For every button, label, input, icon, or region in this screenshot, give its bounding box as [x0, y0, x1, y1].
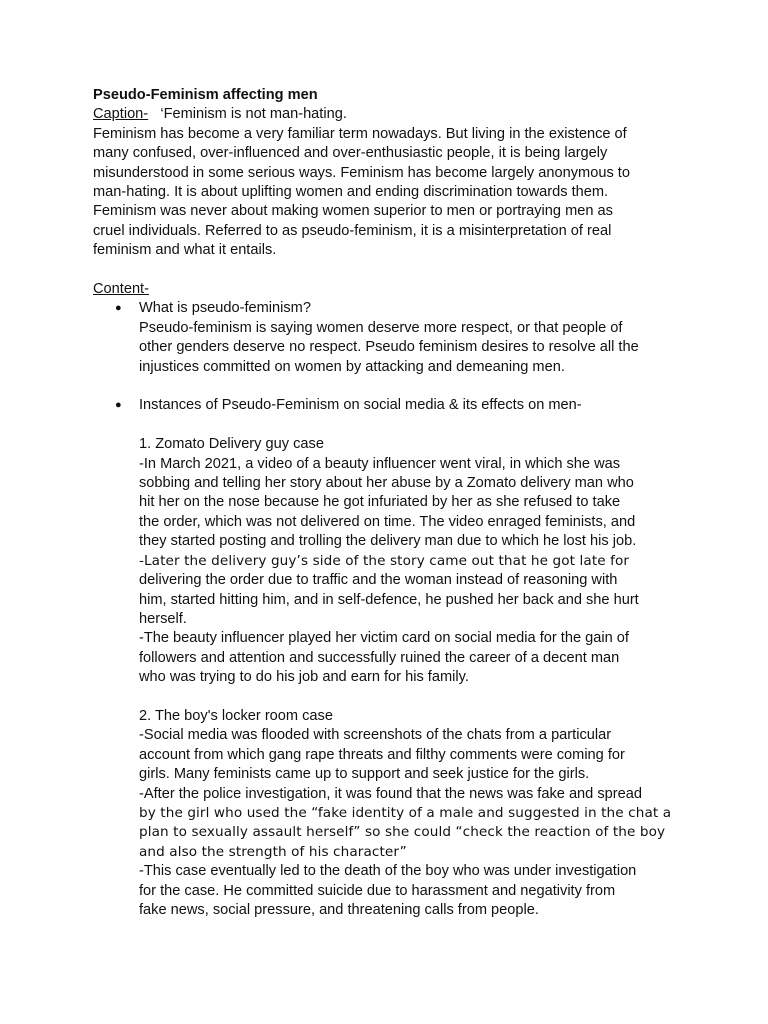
bullet-heading-text: What is pseudo-feminism? — [139, 300, 311, 317]
intro-line: man-hating. It is about uplifting women and ending discrimination towards them. — [93, 184, 609, 201]
case-title: 1. Zomato Delivery guy case — [139, 436, 324, 453]
case-line: hit her on the nose because he got infuriated by her as she refused to take — [139, 494, 621, 511]
caption-label: Caption- — [93, 106, 149, 123]
case-line: by the girl who used the “fake identity of a male and suggested in the chat a — [139, 804, 672, 821]
intro-line: misunderstood in some serious ways. Feminism has become largely anonymous to — [93, 164, 630, 181]
case-line: who was trying to do his job and earn for his family. — [139, 669, 469, 686]
document-page — [93, 86, 683, 920]
bullet-line: Pseudo-feminism is saying women deserve more respect, or that people of — [139, 319, 623, 336]
case-line: fake news, social pressure, and threatening calls from people. — [139, 902, 539, 918]
case-line: and also the strength of his character” — [139, 843, 407, 860]
intro-paragraph — [93, 125, 683, 261]
case-line: girls. Many feminists came up to support and seek justice for the girls. — [139, 766, 590, 783]
case-line: -In March 2021, a video of a beauty influencer went viral, in which she was — [139, 455, 621, 472]
case-line: him, started hitting him, and in self-defence, he pushed her back and she hurt — [139, 591, 639, 608]
bullet-item-what-is — [93, 299, 683, 377]
case-line: plan to sexually assault herself” so she could “check the reaction of the boy — [139, 824, 666, 841]
bullet-heading — [115, 396, 683, 415]
case-line: the order, which was not delivered on time. The video enraged feminists, and — [139, 513, 636, 530]
case-line: they started posting and trolling the delivery man due to which he lost his job. — [139, 533, 637, 550]
bullet-icon: ● — [115, 399, 122, 412]
case-title: 2. The boy's locker room case — [139, 707, 333, 724]
intro-line: feminism and what it entails. — [93, 242, 277, 259]
content-label: Content- — [93, 281, 149, 298]
case-line: sobbing and telling her story about her abuse by a Zomato delivery man who — [139, 475, 634, 492]
intro-line: Feminism has become a very familiar term nowadays. But living in the existence of — [93, 125, 627, 142]
bullet-line: other genders deserve no respect. Pseudo feminism desires to resolve all the — [139, 339, 639, 356]
bullet-item-instances — [93, 396, 683, 920]
bullet-heading — [115, 299, 683, 318]
intro-line: Feminism was never about making women superior to men or portraying men as — [93, 203, 613, 220]
caption-text: ‘Feminism is not man-hating. — [160, 106, 347, 123]
case-line: account from which gang rape threats and filthy comments were coming for — [139, 746, 625, 763]
intro-line: many confused, over-influenced and over-enthusiastic people, it is being largely — [93, 145, 608, 162]
intro-line: cruel individuals. Referred to as pseudo-feminism, it is a misinterpretation of real — [93, 222, 612, 239]
document-title: Pseudo-Feminism affecting men — [93, 87, 318, 103]
case-line: -Later the delivery guy’s side of the story came out that he got late for — [139, 552, 630, 569]
caption-line — [93, 105, 683, 124]
bullet-line: injustices committed on women by attacking and demeaning men. — [139, 358, 565, 375]
case-line: for the case. He committed suicide due to harassment and negativity from — [139, 882, 616, 899]
bullet-icon: ● — [115, 302, 122, 315]
case-line: -This case eventually led to the death of the boy who was under investigation — [139, 863, 637, 880]
case-line: -Social media was flooded with screenshots of the chats from a particular — [139, 727, 612, 744]
case-line: herself. — [139, 610, 187, 627]
case-line: -After the police investigation, it was found that the news was fake and spread — [139, 785, 642, 802]
bullet-heading-text: Instances of Pseudo-Feminism on social media & its effects on men- — [139, 397, 582, 414]
case-line: -The beauty influencer played her victim card on social media for the gain of — [139, 630, 629, 647]
case-line: followers and attention and successfully ruined the career of a decent man — [139, 649, 620, 666]
case-line: delivering the order due to traffic and the woman instead of reasoning with — [139, 572, 618, 589]
